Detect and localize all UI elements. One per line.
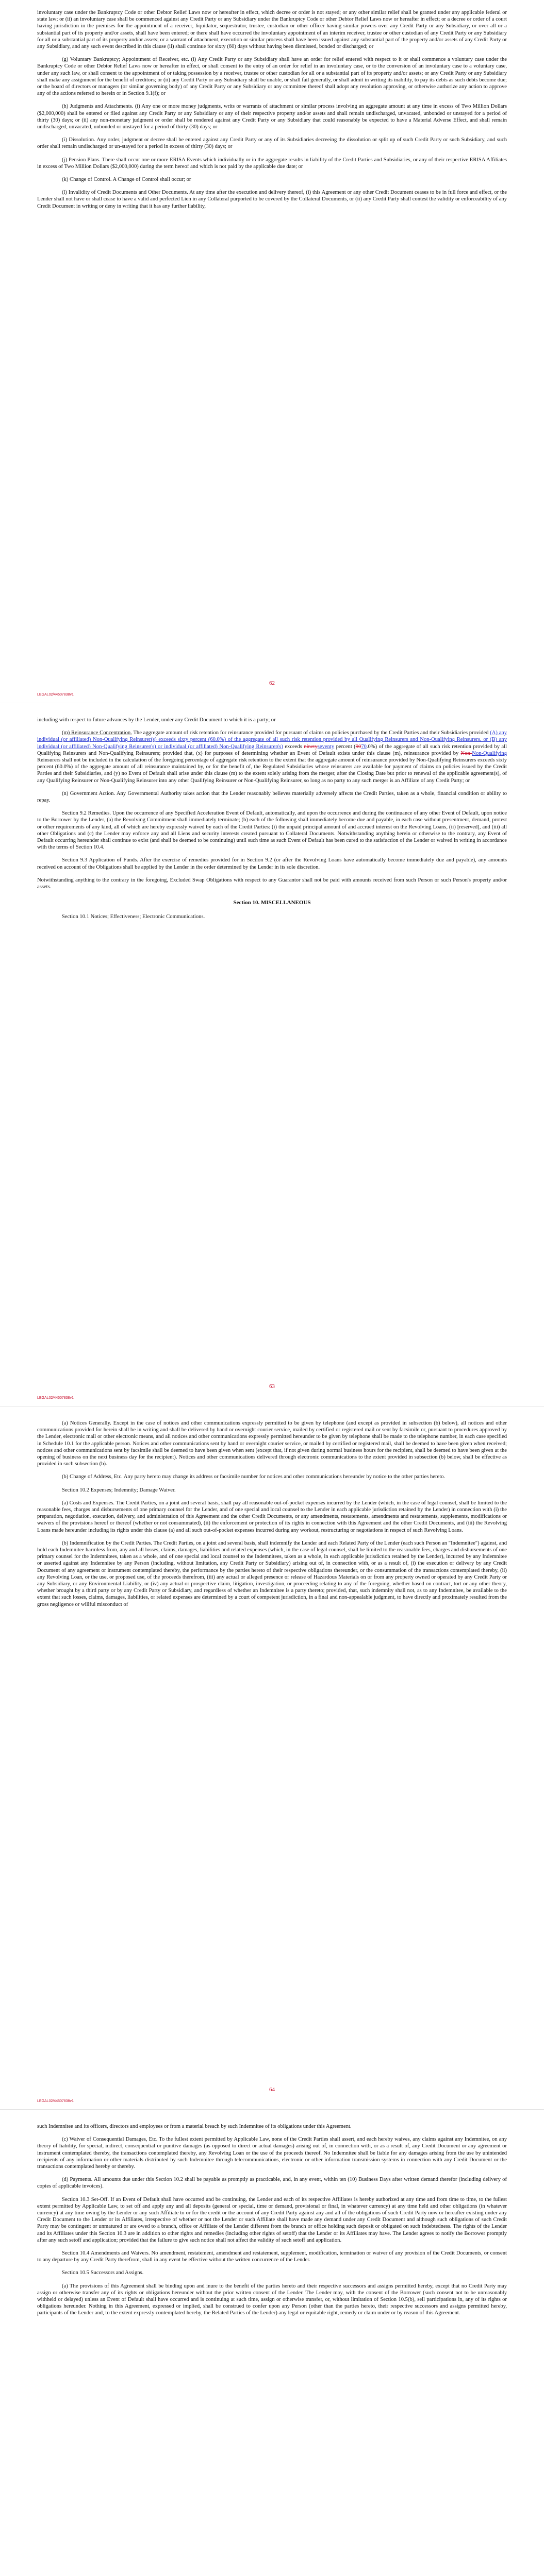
paragraph-payments: (d) Payments. All amounts due under this Section 10.2 shall be payable as promptly as practicable, and, in any event, within ten (10) Business Days after written demand therefor (including delivery of copies of applicable invoices). <box>37 2177 507 2190</box>
paragraph-costs-and-expenses: (a) Costs and Expenses. The Credit Parties, on a joint and several basis, shall pay all reasonable out-of-pocket expenses incurred by the Lender (which, in the case of legal counsel, shall be limited to the reasonable fees, charges and disbursements of one primary counsel for the Lender, and of one special and local counsel to the Lender in each applicable jurisdiction retained by the Lender) in connection with (i) the preparation, negotiation, execution, delivery, and administration of this Agreement and the other Credit Documents, or any amendments, restatements, amendments and restatements, supplements, modifications or waivers of the provisions hereof or thereof (whether or not consummated), (ii) the enforcement or protection of its rights in connection with this Agreement and the other Credit Documents, and (iii) the Revolving Loans made hereunder including its rights under this clause (a) and all such out-of-pocket expenses incurred during any workout, restructuring or negotiations in respect of such Revolving Loans. <box>37 1500 507 1533</box>
page-63-body <box>37 703 507 921</box>
inserted-text: 70 <box>361 743 367 750</box>
footer-code: LEGAL02/44507838v1 <box>37 1396 74 1400</box>
paragraph-application-of-funds: Section 9.3 Application of Funds. After the exercise of remedies provided for in Section 9.2 (or after the Revolving Loans have automatically become immediately due and payable), any amounts received on account of the Obligations shall be applied by the Lender in the order determined by the Lender in its sole discretion. <box>37 857 507 870</box>
paragraph-excluded-swap: Notwithstanding anything to the contrary in the foregoing, Excluded Swap Obligations with respect to any Guarantor shall not be paid with amounts received from such Person or such Person's property and/or assets. <box>37 877 507 890</box>
page-65-body <box>37 2110 507 2317</box>
page-62-body <box>37 0 507 210</box>
paragraph-voluntary-bankruptcy: (g) Voluntary Bankruptcy; Appointment of Receiver, etc. (i) Any Credit Party or any Subsidiary shall have an order for relief entered with respect to it or shall commence a voluntary case under the Bankruptcy Code or other Debtor Relief Laws now or hereafter in effect, or shall consent to the entry of an order for relief in an involuntary case, or to the conversion of an involuntary case to a voluntary case, under any such law, or shall consent to the appointment of or taking possession by a receiver, trustee or other custodian for all or a substantial part of its property and/or assets; or any Credit Party or any Subsidiary shall make any assignment for the benefit of creditors; or (ii) any Credit Party or any Subsidiary shall be unable, or shall fail generally, or shall admit in writing its inability, to pay its debts as such debts become due; or the board of directors or managers (or similar governing body) of any Credit Party or any Subsidiary or any committee thereof shall adopt any resolution approving, or otherwise authorize any action to approve any of the actions referred to herein or in Section 9.1(f); or <box>37 57 507 97</box>
inserted-text: Non-Qualifying <box>472 750 507 756</box>
page-64 <box>0 1406 544 2110</box>
reinsurance-text-d: .0%) of the aggregate of all such risk retention provided by all Qualifying Reinsurers and Non-Qualifying Reinsurers; provided that, (x) for purposes of determining whether an Event of Default exists under this clause (m), reinsurance provided by <box>37 743 507 756</box>
paragraph-dissolution: (i) Dissolution. Any order, judgment or decree shall be entered against any Credit Party or any of its Subsidiaries decreeing the dissolution or split up of such Credit Party or such Subsidiary, and such order shall remain undischarged or un-stayed for a period in excess of thirty (30) days; or <box>37 137 507 150</box>
paragraph-set-off: Section 10.3 Set-Off. If an Event of Default shall have occurred and be continuing, the Lender and each of its respective Affiliates is hereby authorized at any time and from time to time, to the fullest extent permitted by Applicable Law, to set off and apply any and all deposits (general or special, time or demand, provisional or final, in whatever currency) at any time held and other obligations (in whatever currency) at any time owing by the Lender or any such Affiliate to or for the credit or the account of any Credit Party against any and all of the obligations of such Credit Party now or hereafter existing under any Credit Document to the Lender or its Affiliates, irrespective of whether or not the Lender or such Affiliate shall have made any demand under any Credit Document and although such obligations of such Credit Party may be contingent or unmatured or are owed to a branch, office or Affiliate of the Lender different from the branch or office holding such deposit or obligated on such indebtedness. The rights of the Lender and its Affiliates under this Section 10.3 are in addition to other rights and remedies (including other rights of setoff) that the Lender or its Affiliates may have. The Lender agrees to notify the Borrower promptly after any such setoff and application; provided that the failure to give such notice shall not affect the validity of such setoff and application. <box>37 2196 507 2243</box>
section-10-5-title: Section 10.5 Successors and Assigns. <box>62 2270 144 2276</box>
section-heading: Section 10. MISCELLANEOUS <box>233 900 311 906</box>
reinsurance-text-e: Reinsurers shall not be included in the calculation of the foregoing percentage of aggregate risk retention to the extent that the aggregate amount of reinsurance provided by Non-Qualifying Reinsurers exceeds sixty percent (60.0%) of the aggregate amount of all reinsurance maintained by, or for the benefit of, the Regulated Subsidiaries whose reinsurers are available for payment of claims on policies issued by the Credit Parties and their Subsidiaries, and (y) no Event of Default shall arise under this clause (m) to the extent solely arising from the merger, after the Closing Date but prior to renewal of the applicable agreement(s), of any Qualifying Reinsurer or Non-Qualifying Reinsurer into any other Qualifying Reinsurer or Non-Qualifying Reinsurer, so long as no party to any such merger is an Affiliate of any Credit Party; or <box>37 757 507 784</box>
paragraph-change-of-address: (b) Change of Address, Etc. Any party hereto may change its address or facsimile number for notices and other communications hereunder by notice to the other parties hereto. <box>62 1474 446 1480</box>
paragraph-amendments-waivers: Section 10.4 Amendments and Waivers. No amendment, restatement, amendment and restatement, supplement, modification, termination or waiver of any provision of the Credit Documents, or consent to any departure by any Credit Party therefrom, shall in any event be effective without the written concurrence of the Lender. <box>37 2250 507 2263</box>
paragraph-pension-plans: (j) Pension Plans. There shall occur one or more ERISA Events which individually or in the aggregate results in liability of the Credit Parties and Subsidiaries, or any of their respective ERISA Affiliates in excess of Two Million Dollars ($2,000,000) during the term hereof and which is not paid by the applicable due date; or <box>37 157 507 170</box>
paragraph-invalidity: (l) Invalidity of Credit Documents and Other Documents. At any time after the execution and delivery thereof, (i) this Agreement or any other Credit Document ceases to be in full force and effect, or the Lender shall not have or shall cease to have a valid and perfected Lien in any Collateral purported to be covered by the Collateral Documents, or (ii) any Credit Party shall contest the validity or enforceability of any Credit Document in writing or deny in writing that it has any further liability, <box>37 190 507 209</box>
deleted-text: ninety <box>304 743 318 750</box>
reinsurance-text-a: The aggregate amount of risk retention for reinsurance provided for pursuant of claims on policies purchased by the Credit Parties and their Subsidiaries provided <box>133 730 489 736</box>
paragraph-judgments: (h) Judgments and Attachments. (i) Any one or more money judgments, writs or warrants of attachment or similar process involving an aggregate amount at any time in excess of Two Million Dollars ($2,000,000) shall be entered or filed against any Credit Party or any Subsidiary or any of their respective property and/or assets and shall remain undischarged, unvacated, unbonded or unstayed for a period of thirty (30) days; or (ii) any non-monetary judgment or order shall be rendered against any Credit Party or any Subsidiary that could reasonably be expected to have a Material Adverse Effect, and shall remain undischarged, unvacated, unbonded or unstayed for a period of thirty (30) days; or <box>37 104 507 130</box>
section-10-1-title: Section 10.1 Notices; Effectiveness; Electronic Communications. <box>62 914 205 920</box>
section-10-2-title: Section 10.2 Expenses; Indemnity; Damage Waiver. <box>62 1487 176 1493</box>
paragraph-indemnitee-continued: such Indemnitee and its officers, directors and employees or from a material breach by such Indemnitee of its obligations under this Agreement. <box>37 2124 352 2129</box>
footer-code: LEGAL02/44507838v1 <box>37 693 74 697</box>
page-number: 63 <box>269 1383 275 1389</box>
footer-code: LEGAL02/44507838v1 <box>37 2099 74 2103</box>
reinsurance-text-b: exceeds <box>285 743 302 750</box>
page-number: 64 <box>269 2087 275 2093</box>
paragraph-change-of-control: (k) Change of Control. A Change of Control shall occur; or <box>62 177 191 183</box>
paragraph-indemnification: (b) Indemnification by the Credit Parties. The Credit Parties, on a joint and several basis, shall indemnify the Lender and each Related Party of the Lender (each such Person an "Indemnitee") against, and hold each Indemnitee harmless from, any and all losses, claims, damages, liabilities and related expenses (which, in the case of legal counsel, shall be limited to the reasonable fees, charges and disbursements of one primary counsel for the Indemnitees, taken as a whole, and of one special and local counsel to the Indemnitees, taken as a whole, in each applicable jurisdiction retained by the Lender), incurred by any Indemnitee or asserted against any Indemnitee by any Person (including, without limitation, any Credit Party or Subsidiary) arising out of, in connection with, or as a result of, (i) the execution or delivery by any Credit Document of any agreement or instrument contemplated thereby, the performance by the parties hereto of their respective obligations thereunder, or the consummation of the transactions contemplated thereby, (ii) any Revolving Loan, or the use, or proposed use, of the proceeds therefrom, (iii) any actual or alleged presence or release of Hazardous Materials on or from any property owned or operated by any Credit Party or any Subsidiary, or any Environmental Liability, or (iv) any actual or prospective claim, litigation, investigation, or proceeding relating to any of the foregoing, whether based on contract, tort or any other theory, whether brought by a third party or by any Credit Party or Subsidiary, and regardless of whether an Indemnitee is a party thereto; provided, that, such indemnity shall not, as to any Indemnitee, be available to the extent that such losses, claims, damages, liabilities, or related expenses are determined by a court of competent jurisdiction, in a final and non-appealable judgment, to have directly and proximately resulted from the gross negligence or willful misconduct of <box>37 1540 507 1607</box>
deleted-text: Non- <box>460 750 472 756</box>
paragraph-waiver-consequential: (c) Waiver of Consequential Damages, Etc. To the fullest extent permitted by Applicable Law, none of the Credit Parties shall assert, and each hereby waives, any claims against any Indemnitee, on any theory of liability, for special, indirect, consequential or punitive damages (as opposed to direct or actual damages) arising out of, in connection with, or as a result of, any Credit Document or any agreement or instrument contemplated thereby, the transactions contemplated thereby, any Revolving Loan or the use of the proceeds thereof. No Indemnitee shall be liable for any damages arising from the use by unintended recipients of any information or other materials distributed by such Indemnitee through telecommunications, electronic or other information transmission systems in connection with any Credit Document or the transactions contemplated hereby or thereby. <box>37 2137 507 2170</box>
paragraph-notices-generally: (a) Notices Generally. Except in the case of notices and other communications expressly permitted to be given by telephone (and except as provided in subsection (b) below), all notices and other communications provided for herein shall be in writing and shall be delivered by hand or overnight courier service, mailed by certified or registered mail or sent by facsimile or, pursuant to procedures approved by the Lender, electronic mail or other electronic means, and all notices and other communications expressly permitted hereunder to be given by telephone shall be made to the telephone number, in each case specified in Schedule 10.1 for the applicable person. Notices and other communications sent by hand or overnight courier service, or mailed by certified or registered mail, shall be deemed to have been given when received; notices and other communications sent by facsimile shall be deemed to have been given when sent (except that, if not given during normal business hours for the recipient, shall be deemed to have been given at the opening of business on the next business day for the recipient). Notices and other communications delivered through electronic communications to the extent provided in subsection (b) below, shall be effective as provided in such subsection (b). <box>37 1420 507 1467</box>
page-62 <box>0 0 544 703</box>
page-64-body <box>37 1406 507 1608</box>
page-65 <box>0 2110 544 2576</box>
paragraph-remedies: Section 9.2 Remedies. Upon the occurrence of any Specified Acceleration Event of Default, automatically, and upon the occurrence and during the continuance of any other Event of Default, upon notice to the Borrower by the Lender, (a) the Revolving Commitment shall immediately terminate; (b) each of the following shall immediately become due and payable, in each case without presentment, demand, protest or other requirements of any kind, all of which are hereby expressly waived by each of the Credit Parties: (i) the unpaid principal amount of and accrued interest on the Revolving Loans, (ii) [reserved], and (iii) all other Obligations and (c) the Lender may enforce any and all Liens and security interests created pursuant to Collateral Documents. Notwithstanding anything herein or otherwise to the contrary, any Event of Default occurring hereunder shall continue to exist (and shall be deemed to be continuing) until such time as such Event of Default has been cured to the satisfaction of the Lender or waived in writing in accordance with the terms of Section 10.4. <box>37 810 507 851</box>
deleted-text: 90 <box>355 743 361 750</box>
paragraph-government-action: (n) Government Action. Any Governmental Authority takes action that the Lender reasonably believes materially adversely affects the Credit Parties, taken as a whole, financial condition or ability to repay. <box>37 790 507 804</box>
paragraph-f-continued: involuntary case under the Bankruptcy Code or other Debtor Relief Laws now or hereafter in effect, which decree or order is not stayed; or any other similar relief shall be granted under any applicable federal or state law; or (ii) an involuntary case shall be commenced against any Credit Party or any Subsidiary under the Bankruptcy Code or other Debtor Relief Laws now or hereafter in effect; or a decree or order of a court having jurisdiction in the premises for the appointment of a receiver, liquidator, sequestrator, trustee, custodian or other officer having similar powers over any Credit Party or any Subsidiary, or over all or a substantial part of its property and/or assets, shall have been entered; or there shall have occurred the involuntary appointment of an interim receiver, trustee or other custodian of any Credit Party or any Subsidiary for all or a substantial part of its property and/or assets; or a warrant of attachment, execution or similar process shall have been issued against any substantial part of the property and/or assets of any Credit Party or any Subsidiary, and any such event described in this clause (ii) shall continue for sixty (60) days without having been dismissed, bonded or discharged; or <box>37 10 507 50</box>
reinsurance-text-c: percent ( <box>336 743 356 750</box>
paragraph-l-continued: including with respect to future advances by the Lender, under any Credit Document to which it is a party; or <box>37 717 276 723</box>
reinsurance-heading: (m) Reinsurance Concentration. <box>62 730 132 736</box>
inserted-text: seventy <box>317 743 335 750</box>
paragraph-reinsurance-concentration <box>37 730 507 784</box>
page-63 <box>0 703 544 1406</box>
inserted-text: (A) any individual (or affiliated) Non-Qualifying Reinsurer(s) exceeds sixty percent (60.0%) of the aggregate of all such risk retention provided by all Qualifying Reinsurers and Non-Qualifying Reinsurers, or (B) any individual (or affiliated) Non-Qualifying Reinsurer(s) or individual (or affiliated) Non-Qualifying Reinsurer(s) <box>37 730 507 750</box>
page-number: 62 <box>269 680 275 686</box>
paragraph-successors-assigns: (a) The provisions of this Agreement shall be binding upon and inure to the benefit of the parties hereto and their respective successors and assigns permitted hereby, except that no Credit Party may assign or otherwise transfer any of its rights or obligations hereunder without the prior written consent of the Lender. The Lender may, with the consent of the Borrower (such consent not to be unreasonably withheld or delayed) unless an Event of Default shall have occurred and is continuing at such time, assign or otherwise transfer, or, without limitation of Section 10.5(b), sell participations in, any of its rights or obligations hereunder. Nothing in this Agreement, expressed or implied, shall be construed to confer upon any Person (other than the parties hereto, their respective successors and assigns permitted hereby, participants of the Lender and, to the extent expressly contemplated hereby, the Related Parties of the Lender) any legal or equitable right, remedy or claim under or by reason of this Agreement. <box>37 2283 507 2316</box>
